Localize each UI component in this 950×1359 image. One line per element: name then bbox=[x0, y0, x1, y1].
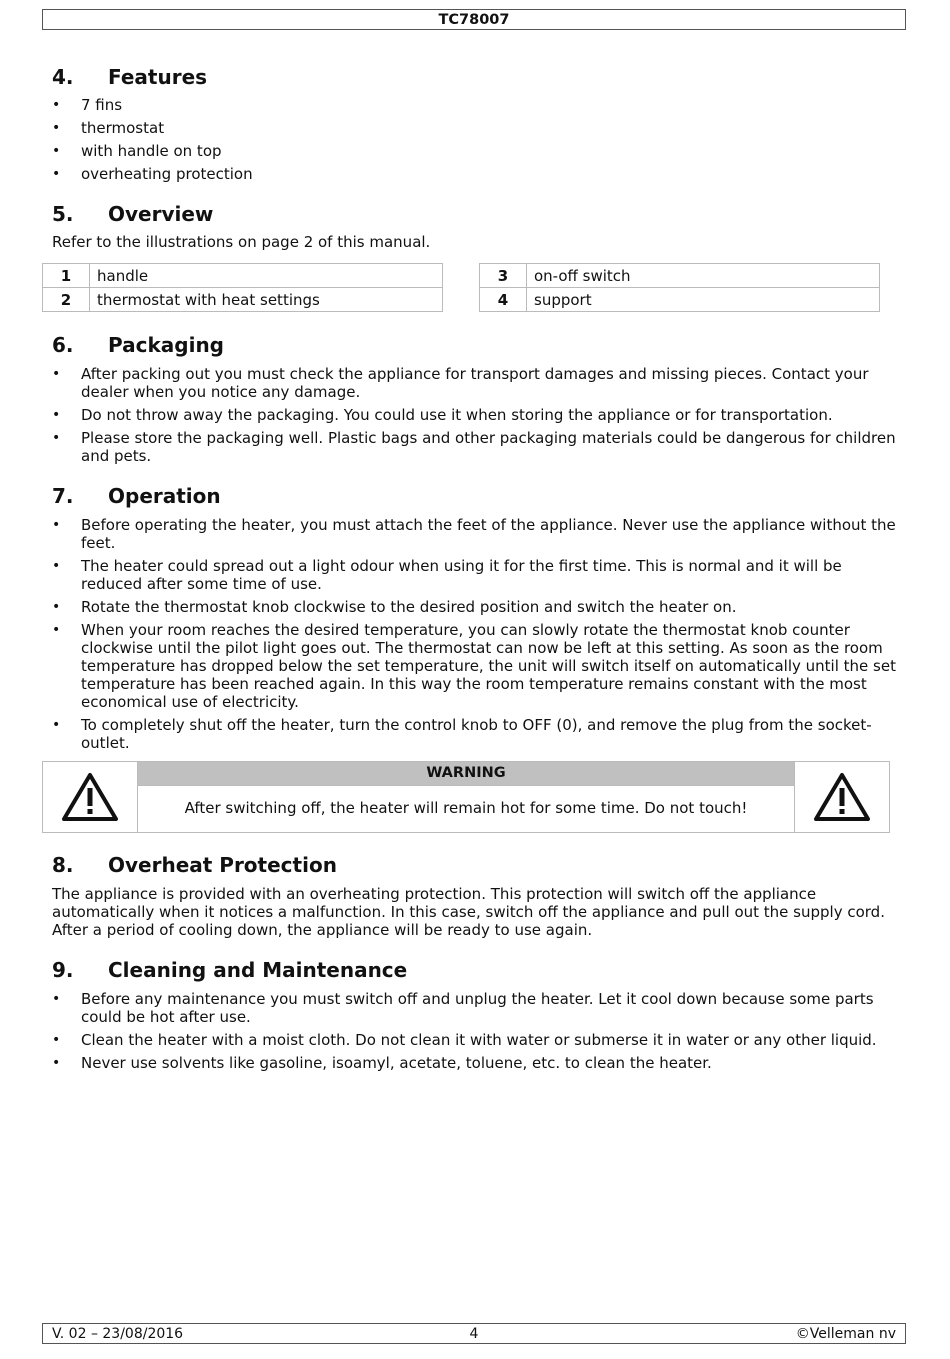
list-item: • Before any maintenance you must switch off and unplug the heater. Let it cool down because some parts could be hot after use. bbox=[52, 990, 900, 1026]
part-label: thermostat with heat settings bbox=[90, 288, 443, 312]
warning-triangle-icon bbox=[61, 772, 119, 822]
warning-box bbox=[42, 761, 890, 833]
page-number: 4 bbox=[469, 1326, 479, 1342]
cleaning-list bbox=[52, 990, 900, 1072]
page-header bbox=[42, 9, 906, 30]
document-title: TC78007 bbox=[438, 12, 510, 28]
part-number: 3 bbox=[480, 264, 527, 288]
section-heading-packaging bbox=[52, 330, 900, 360]
warning-icon-cell bbox=[43, 762, 138, 832]
part-label: support bbox=[527, 288, 880, 312]
document-body bbox=[52, 62, 900, 1077]
page-footer bbox=[42, 1323, 906, 1344]
overview-table-left bbox=[42, 263, 443, 312]
part-number: 4 bbox=[480, 288, 527, 312]
list-item: • After packing out you must check the appliance for transport damages and missing pieces. Contact your dealer when you notice any damage. bbox=[52, 365, 900, 401]
section-heading-features bbox=[52, 62, 900, 92]
section-heading-overview bbox=[52, 199, 900, 229]
section-heading-overheat-protection bbox=[52, 850, 900, 880]
section-heading-cleaning bbox=[52, 955, 900, 985]
warning-title: WARNING bbox=[138, 762, 794, 785]
warning-triangle-icon bbox=[813, 772, 871, 822]
copyright: ©Velleman nv bbox=[795, 1326, 896, 1342]
section-number: 4. bbox=[52, 65, 74, 89]
list-item: • Please store the packaging well. Plastic bags and other packaging materials could be dangerous for children and pets. bbox=[52, 429, 900, 465]
section-title: Overheat Protection bbox=[108, 853, 337, 877]
packaging-list bbox=[52, 365, 900, 465]
warning-icon-cell bbox=[794, 762, 889, 832]
warning-content bbox=[138, 762, 794, 832]
list-item: • thermostat bbox=[52, 119, 900, 137]
list-item: • Before operating the heater, you must attach the feet of the appliance. Never use the appliance without the feet. bbox=[52, 516, 900, 552]
section-number: 9. bbox=[52, 958, 74, 982]
list-item: • Rotate the thermostat knob clockwise to the desired position and switch the heater on. bbox=[52, 598, 900, 616]
features-list bbox=[52, 96, 900, 183]
section-number: 6. bbox=[52, 333, 74, 357]
section-heading-operation bbox=[52, 481, 900, 511]
list-item: • 7 fins bbox=[52, 96, 900, 114]
part-number: 1 bbox=[43, 264, 90, 288]
version-date: V. 02 – 23/08/2016 bbox=[52, 1326, 184, 1342]
section-number: 8. bbox=[52, 853, 74, 877]
list-item: • Clean the heater with a moist cloth. Do not clean it with water or submerse it in water or any other liquid. bbox=[52, 1031, 900, 1049]
section-title: Packaging bbox=[108, 333, 224, 357]
section-title: Cleaning and Maintenance bbox=[108, 958, 408, 982]
table-row bbox=[480, 264, 880, 288]
overview-table-right bbox=[479, 263, 880, 312]
section-title: Operation bbox=[108, 484, 221, 508]
list-item: • with handle on top bbox=[52, 142, 900, 160]
operation-list bbox=[52, 516, 900, 752]
section-number: 5. bbox=[52, 202, 74, 226]
list-item: • The heater could spread out a light odour when using it for the first time. This is normal and it will be reduced after some time of use. bbox=[52, 557, 900, 593]
part-number: 2 bbox=[43, 288, 90, 312]
list-item: • Do not throw away the packaging. You could use it when storing the appliance or for transportation. bbox=[52, 406, 900, 424]
table-row bbox=[43, 288, 443, 312]
overview-tables bbox=[42, 263, 880, 312]
table-row bbox=[43, 264, 443, 288]
part-label: on-off switch bbox=[527, 264, 880, 288]
list-item: • To completely shut off the heater, turn the control knob to OFF (0), and remove the plug from the socket-outlet. bbox=[52, 716, 900, 752]
section-number: 7. bbox=[52, 484, 74, 508]
part-label: handle bbox=[90, 264, 443, 288]
section-title: Overview bbox=[108, 202, 214, 226]
list-item: • When your room reaches the desired temperature, you can slowly rotate the thermostat knob counter clockwise until the pilot light goes out. The thermostat can now be left at this setting. As soon as the room temperature has dropped below the set temperature, the unit will switch itself on automatically until the set temperature has been reached again. In this way the room temperature remains constant with the most economical use of electricity. bbox=[52, 621, 900, 711]
overview-text: Refer to the illustrations on page 2 of this manual. bbox=[52, 233, 431, 251]
overheat-text: The appliance is provided with an overheating protection. This protection will switch off the appliance automatically when it notices a malfunction. In this case, switch off the appliance and pull out the supply cord. After a period of cooling down, the appliance will be ready to use again. bbox=[52, 885, 885, 939]
list-item: • Never use solvents like gasoline, isoamyl, acetate, toluene, etc. to clean the heater. bbox=[52, 1054, 900, 1072]
table-row bbox=[480, 288, 880, 312]
section-title: Features bbox=[108, 65, 208, 89]
list-item: • overheating protection bbox=[52, 165, 900, 183]
warning-text: After switching off, the heater will remain hot for some time. Do not touch! bbox=[138, 785, 794, 830]
